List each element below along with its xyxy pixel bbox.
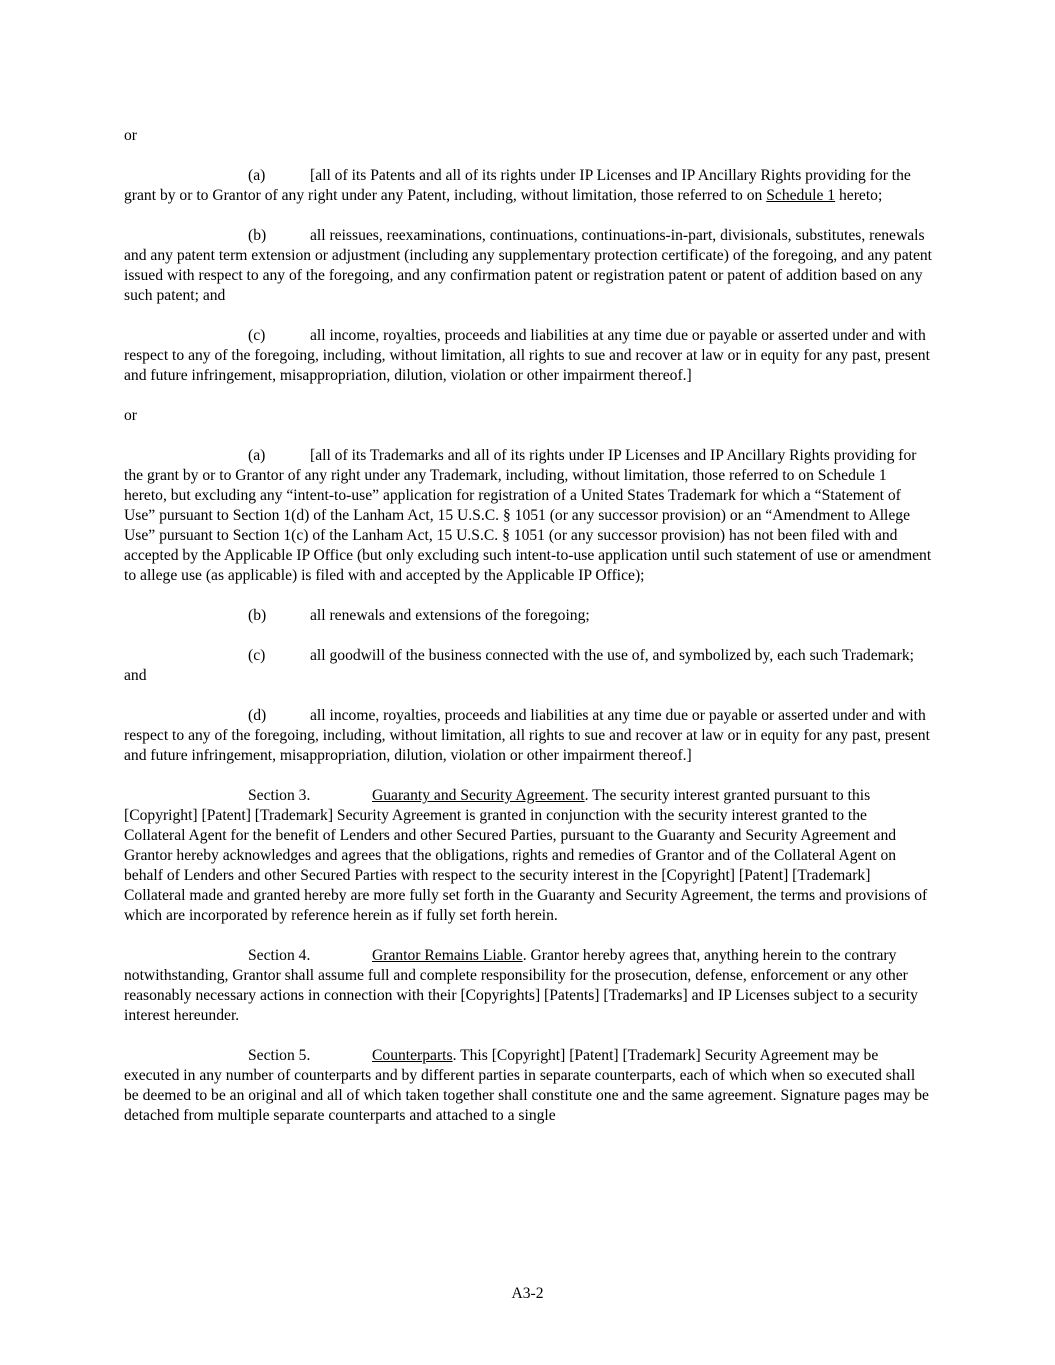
clause-text: [all of its Trademarks and all of its rights under IP Licenses and IP Ancillary Rights providing for the grant by or to Grantor of any right under any Trademark, including, without limitation, those referred to on Schedule 1 hereto, but excluding any “intent-to-use” application for registration of a United States Trademark for which a “Statement of Use” pursuant to Section 1(d) of the Lanham Act, 15 U.S.C. § 1051 (or any successor provision) or an “Amendment to Allege Use” pursuant to Section 1(c) of the Lanham Act, 15 U.S.C. § 1051 (or any successor provision) has not been filed with and accepted by the Applicable IP Office (but only excluding such intent-to-use application until such statement of use or amendment to allege use (as applicable) is filed with and accepted by the Applicable IP Office);: [124, 447, 932, 584]
schedule-reference: Schedule 1: [766, 187, 836, 204]
clause-text: all income, royalties, proceeds and liabilities at any time due or payable or asserted under and with respect to any of the foregoing, including, without limitation, all rights to sue and recover at law or in equity for any past, present and future infringement, misappropriation, dilution, violation or other impairment thereof.]: [124, 707, 930, 764]
section-label: Section 4.: [248, 947, 311, 964]
section-text: . Grantor hereby agrees that, anything herein to the contrary notwithstanding, Grantor shall assume full and complete responsibility for the prosecution, defense, enforcement or any other reasonably necessary actions in connection with their [Copyrights] [Patents] [Trademarks] and IP Licenses subject to a security interest hereunder.: [124, 947, 918, 1024]
trademark-clause-b: [124, 606, 932, 626]
clause-label: (b): [248, 227, 267, 244]
section-5: [124, 1046, 932, 1126]
patent-clause-a: [124, 166, 932, 206]
document-body: [124, 126, 932, 1146]
section-text: . The security interest granted pursuant to this [Copyright] [Patent] [Trademark] Security Agreement is granted in conjunction with the security interest granted to the Collateral Agent for the benefit of Lenders and other Secured Parties, pursuant to the Guaranty and Security Agreement and Grantor hereby acknowledges and agrees that the obligations, rights and remedies of Grantor and of the Collateral Agent on behalf of Lenders and other Secured Parties with respect to the security interest in the [Copyright] [Patent] [Trademark] Collateral made and granted hereby are more fully set forth in the Guaranty and Security Agreement, the terms and provisions of which are incorporated by reference herein as if fully set forth herein.: [124, 787, 928, 924]
clause-label: (d): [248, 707, 267, 724]
section-heading: Grantor Remains Liable: [372, 947, 523, 964]
clause-text: all income, royalties, proceeds and liabilities at any time due or payable or asserted under and with respect to any of the foregoing, including, without limitation, all rights to sue and recover at law or in equity for any past, present and future infringement, misappropriation, dilution, violation or other impairment thereof.]: [124, 327, 930, 384]
page-number: A3-2: [511, 1285, 544, 1302]
section-label: Section 5.: [248, 1047, 311, 1064]
clause-label: (c): [248, 647, 266, 664]
clause-text: all renewals and extensions of the foregoing;: [310, 607, 590, 624]
section-heading: Counterparts: [372, 1047, 453, 1064]
clause-text: all goodwill of the business connected with the use of, and symbolized by, each such Trademark; and: [124, 647, 914, 684]
section-text: . This [Copyright] [Patent] [Trademark] Security Agreement may be executed in any number of counterparts and by different parties in separate counterparts, each of which when so executed shall be deemed to be an original and all of which taken together shall constitute one and the same agreement. Signature pages may be detached from multiple separate counterparts and attached to a single: [124, 1047, 929, 1124]
patent-clause-c: [124, 326, 932, 386]
patent-clause-b: [124, 226, 932, 306]
trademark-clause-a: [124, 446, 932, 586]
section-3: [124, 786, 932, 926]
clause-label: (b): [248, 607, 267, 624]
clause-label: (a): [248, 447, 266, 464]
clause-text: all reissues, reexaminations, continuations, continuations-in-part, divisionals, substitutes, renewals and any patent term extension or adjustment (including any supplementary protection certificate) of the foregoing, and any patent issued with respect to any of the foregoing, and any confirmation patent or registration patent or patent of addition based on any such patent; and: [124, 227, 933, 304]
or-separator: or: [124, 127, 137, 144]
clause-label: (c): [248, 327, 266, 344]
clause-text-end: hereto;: [835, 187, 883, 204]
clause-label: (a): [248, 167, 266, 184]
section-4: [124, 946, 932, 1026]
clause-text: [all of its Patents and all of its rights under IP Licenses and IP Ancillary Rights providing for the grant by or to Grantor of any right under any Patent, including, without limitation, those referred to on: [124, 167, 911, 204]
section-label: Section 3.: [248, 787, 311, 804]
trademark-clause-d: [124, 706, 932, 766]
or-separator: or: [124, 407, 137, 424]
trademark-clause-c: [124, 646, 932, 686]
section-heading: Guaranty and Security Agreement: [372, 787, 585, 804]
